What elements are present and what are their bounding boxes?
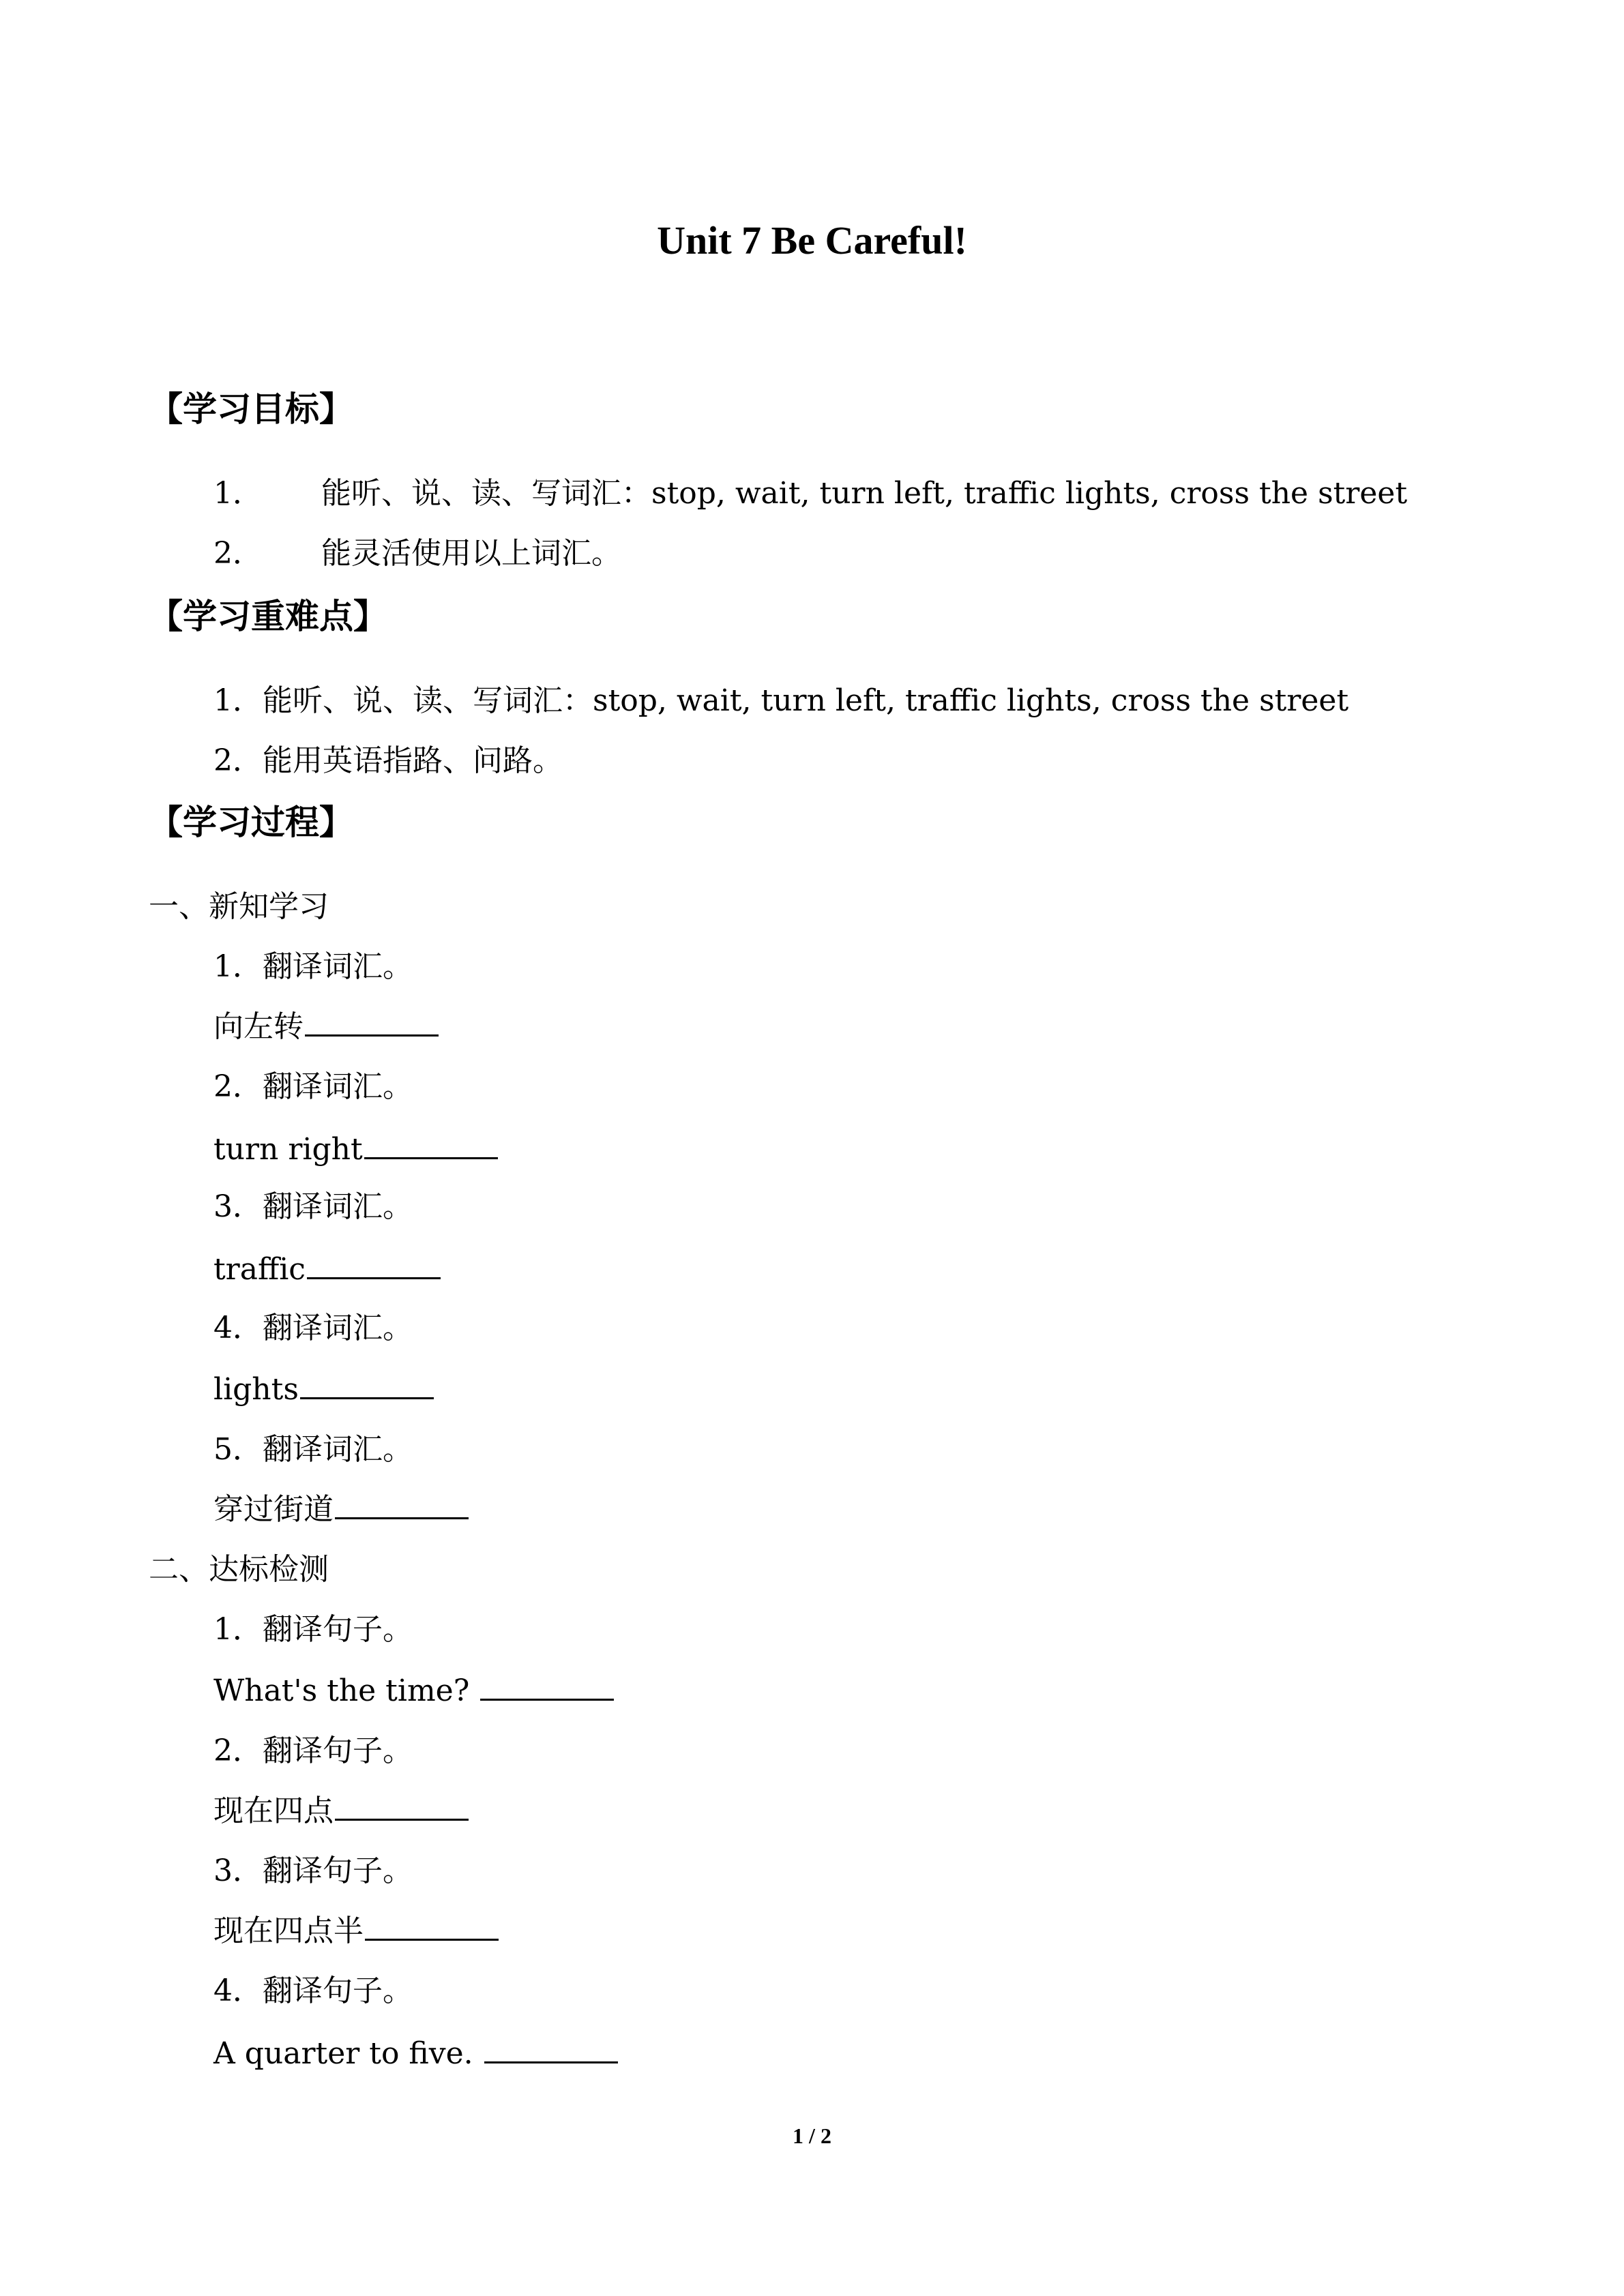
key-point-item-number: 2． [213, 743, 263, 778]
exercise-prompt [213, 1671, 614, 1712]
exercise-prompt [213, 1249, 441, 1290]
exercise-instruction [213, 1851, 413, 1892]
objective-item-number: 2． [213, 536, 263, 571]
exercise-instruction-text: 翻译词汇。 [263, 1432, 413, 1467]
exercise-number: 3． [213, 1189, 263, 1224]
part-label-assessment: 二、达标检测 [149, 1552, 329, 1587]
exercise-prompt-text: What's the time? [213, 1673, 479, 1708]
exercise-number: 1． [213, 1612, 263, 1647]
page-number: 1 / 2 [793, 2123, 831, 2148]
exercise-number: 4． [213, 1973, 263, 2008]
exercise-number: 5． [213, 1432, 263, 1467]
exercise-instruction-text: 翻译句子。 [263, 1733, 413, 1768]
answer-blank[interactable] [335, 1490, 469, 1519]
key-point-item-text: 能听、说、读、写词汇：stop, wait, turn left, traffic lights, cross the street [263, 683, 1349, 718]
exercise-prompt [213, 1791, 469, 1832]
answer-blank[interactable] [365, 1911, 499, 1941]
exercise-instruction-text: 翻译句子。 [263, 1612, 413, 1647]
exercise-prompt [213, 1129, 498, 1170]
document-title: Unit 7 Be Careful! [657, 218, 967, 263]
answer-blank[interactable] [484, 2034, 618, 2063]
objective-item-2 [213, 533, 621, 574]
answer-blank[interactable] [364, 1130, 498, 1159]
exercise-prompt-text: 现在四点半 [213, 1913, 364, 1948]
exercise-instruction [213, 1429, 413, 1470]
answer-blank[interactable] [335, 1791, 469, 1821]
exercise-prompt [213, 1007, 439, 1047]
objective-item-number: 1． [213, 476, 263, 511]
key-point-item-2 [213, 741, 563, 781]
exercise-instruction [213, 1187, 413, 1227]
answer-blank[interactable] [480, 1671, 614, 1701]
exercise-instruction [213, 1067, 413, 1107]
exercise-prompt-text: A quarter to five. [213, 2036, 483, 2071]
exercise-instruction [213, 946, 413, 987]
exercise-prompt [213, 1369, 434, 1410]
exercise-instruction-text: 翻译词汇。 [263, 1311, 413, 1345]
exercise-number: 2． [213, 1733, 263, 1768]
heading-key-points: 【学习重难点】 [149, 597, 387, 636]
heading-process: 【学习过程】 [149, 803, 353, 842]
exercise-number: 4． [213, 1311, 263, 1345]
objective-item-text: 能灵活使用以上词汇。 [321, 536, 621, 571]
exercise-prompt [213, 1911, 499, 1952]
key-point-item-number: 1． [213, 683, 263, 718]
exercise-instruction [213, 1609, 413, 1650]
objective-item-text: 能听、说、读、写词汇：stop, wait, turn left, traffic lights, cross the street [321, 476, 1408, 511]
exercise-instruction [213, 1971, 413, 2012]
exercise-prompt-text: 向左转 [213, 1009, 304, 1044]
answer-blank[interactable] [300, 1370, 434, 1399]
exercise-instruction-text: 翻译词汇。 [263, 949, 413, 984]
exercise-instruction [213, 1308, 413, 1349]
answer-blank[interactable] [307, 1250, 441, 1279]
exercise-instruction [213, 1731, 413, 1772]
key-point-item-1 [213, 681, 1348, 721]
exercise-number: 3． [213, 1853, 263, 1888]
exercise-instruction-text: 翻译句子。 [263, 1973, 413, 2008]
answer-blank[interactable] [305, 1007, 439, 1037]
exercise-prompt [213, 2033, 618, 2074]
exercise-number: 1． [213, 949, 263, 984]
key-point-item-text: 能用英语指路、问路。 [263, 743, 563, 778]
exercise-instruction-text: 翻译词汇。 [263, 1189, 413, 1224]
exercise-prompt-text: traffic [213, 1252, 306, 1287]
exercise-prompt-text: lights [213, 1372, 299, 1407]
exercise-prompt [213, 1489, 469, 1530]
heading-objectives: 【学习目标】 [149, 389, 353, 429]
exercise-instruction-text: 翻译词汇。 [263, 1069, 413, 1104]
exercise-prompt-text: turn right [213, 1132, 363, 1167]
part-label-new-knowledge: 一、新知学习 [149, 889, 329, 924]
exercise-prompt-text: 穿过街道 [213, 1492, 334, 1527]
objective-item-1 [213, 473, 1407, 514]
exercise-prompt-text: 现在四点 [213, 1793, 334, 1828]
exercise-number: 2． [213, 1069, 263, 1104]
exercise-instruction-text: 翻译句子。 [263, 1853, 413, 1888]
